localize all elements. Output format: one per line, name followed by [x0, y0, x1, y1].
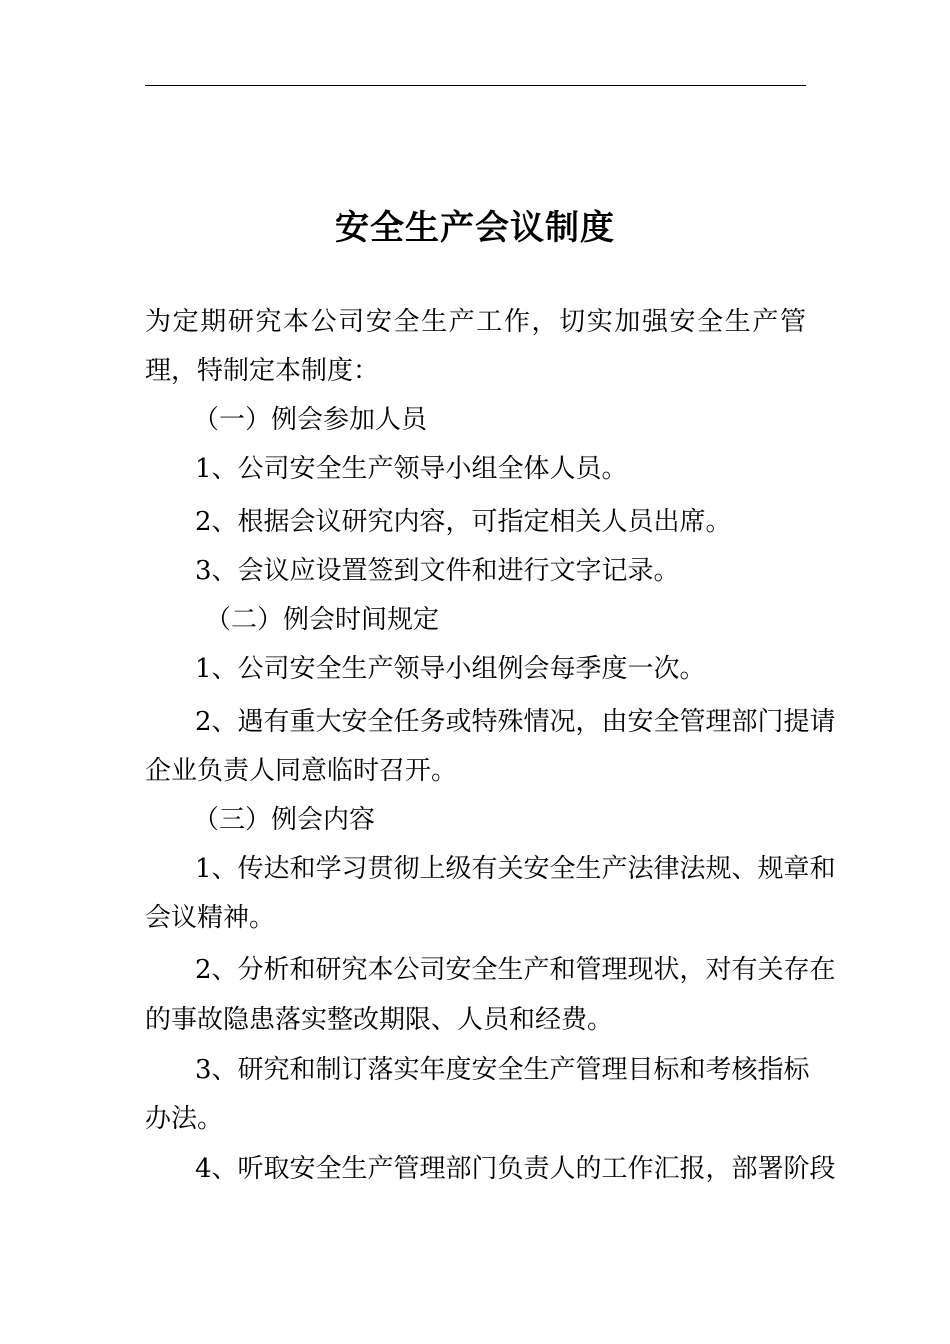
list-item: 2、分析和研究本公司安全生产和管理现状，对有关存在 [195, 955, 836, 985]
list-item: 2、遇有重大安全任务或特殊情况，由安全管理部门提请 [195, 707, 836, 737]
list-item: 3、会议应设置签到文件和进行文字记录。 [195, 556, 680, 586]
list-item: 1、传达和学习贯彻上级有关安全生产法律法规、规章和 [195, 854, 836, 884]
document-title: 安全生产会议制度 [335, 208, 615, 248]
paragraph-line: 为定期研究本公司安全生产工作，切实加强安全生产管 [145, 307, 806, 337]
list-item: 2、根据会议研究内容，可指定相关人员出席。 [195, 507, 732, 537]
section-heading: （二）例会时间规定 [205, 605, 440, 635]
paragraph-line: 理，特制定本制度： [145, 356, 380, 386]
list-item: 1、公司安全生产领导小组例会每季度一次。 [195, 654, 706, 684]
list-item-continuation: 办法。 [145, 1104, 224, 1134]
section-heading: （一）例会参加人员 [193, 405, 428, 435]
list-item: 4、听取安全生产管理部门负责人的工作汇报，部署阶段 [195, 1154, 836, 1184]
list-item-continuation: 会议精神。 [145, 903, 276, 933]
section-heading: （三）例会内容 [193, 805, 376, 835]
list-item-continuation: 企业负责人同意临时召开。 [145, 756, 458, 786]
list-item: 3、研究和制订落实年度安全生产管理目标和考核指标 [195, 1055, 810, 1085]
list-item: 1、公司安全生产领导小组全体人员。 [195, 454, 628, 484]
header-rule [145, 85, 806, 86]
list-item-continuation: 的事故隐患落实整改期限、人员和经费。 [145, 1005, 614, 1035]
